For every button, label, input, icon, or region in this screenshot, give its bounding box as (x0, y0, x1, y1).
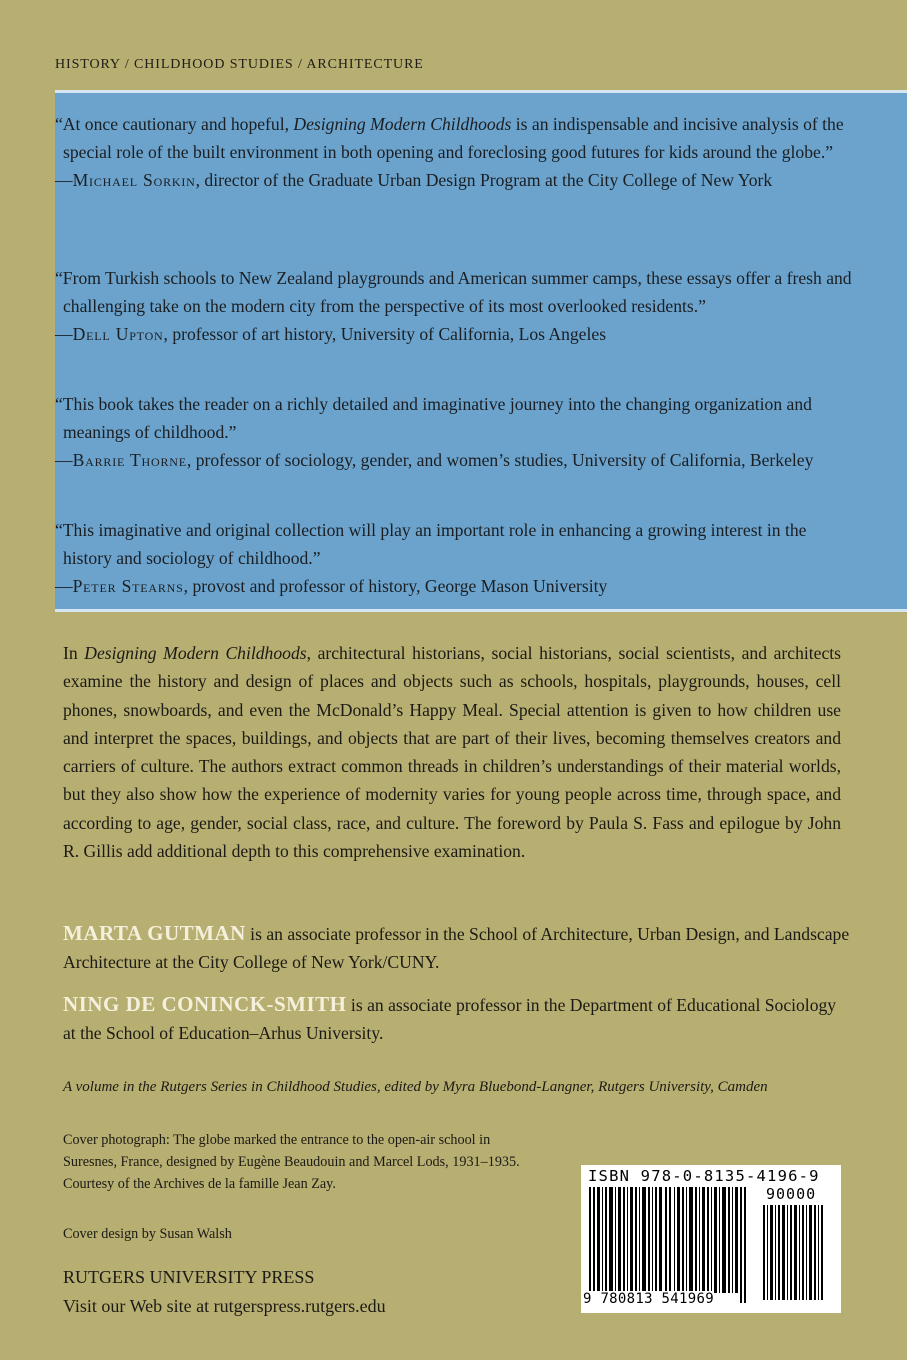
ean-barcode-bars (581, 1187, 757, 1307)
endorser-name: Dell Upton (72, 324, 164, 344)
cover-design-credit: Cover design by Susan Walsh (63, 1226, 232, 1242)
endorser-name: Michael Sorkin (72, 170, 196, 190)
author-name: NING DE CONINCK-SMITH (63, 992, 347, 1016)
author-bio: MARTA GUTMAN is an associate professor in the School of Architecture, Urban Design, and Landscape Architecture at the City College of New York/CUNY. (63, 921, 850, 972)
book-title: Designing Modern Childhoods (84, 643, 307, 663)
ean-digits: 9 780813 541969 (583, 1291, 714, 1307)
quote-text: “This book takes the reader on a richly detailed and imaginative journey into the changing organization and meanings of childhood.” (55, 394, 812, 442)
endorsement-quote (55, 516, 855, 600)
cover-photo-credit: Cover photograph: The globe marked the entrance to the open-air school in Suresnes, France, designed by Eugène Beaudouin and Marcel Lods, 1931–1935. Courtesy of the Archives de la famille Jean Zay. (63, 1132, 520, 1192)
isbn-text: ISBN 978-0-8135-4196-9 (588, 1167, 820, 1185)
publisher-name: RUTGERS UNIVERSITY PRESS (63, 1267, 315, 1287)
author-name: MARTA GUTMAN (63, 921, 246, 945)
isbn-barcode (581, 1165, 841, 1313)
book-description: In Designing Modern Childhoods, architectural historians, social historians, social scientists, and architects examine the history and design of places and objects such as schools, hospitals, playgrounds, houses, cell phones, snowboards, and even the McDonald’s Happy Meal. Special attention is given to how children use and interpret the spaces, buildings, and objects that are part of their lives, becoming themselves creators and carriers of culture. The authors extract common threads in children’s understandings of their material worlds, but they also show how the experience of modernity varies for young people across time, through space, and according to age, gender, social class, race, and culture. The foreword by Paula S. Fass and epilogue by John R. Gillis add additional depth to this comprehensive examination. (63, 643, 841, 862)
quote-text: “At once cautionary and hopeful, Designing Modern Childhoods is an indispensable and incisive analysis of the special role of the built environment in both opening and foreclosing good futures for kids around the globe.” (55, 114, 844, 162)
quote-text: “From Turkish schools to New Zealand playgrounds and American summer camps, these essays offer a fresh and challenging take on the modern city from the perspective of its most overlooked residents.” (55, 268, 852, 316)
author-bio: NING DE CONINCK-SMITH is an associate professor in the Department of Educational Sociology at the School of Education–Arhus University. (63, 992, 837, 1043)
price-code: 90000 (766, 1185, 817, 1203)
category-line: HISTORY / CHILDHOOD STUDIES / ARCHITECTURE (55, 57, 424, 72)
endorsements-panel (55, 90, 907, 612)
endorsement-quote (55, 264, 855, 348)
publisher-website: Visit our Web site at rutgerspress.rutgers.edu (63, 1296, 386, 1316)
quote-text: “This imaginative and original collection will play an important role in enhancing a growing interest in the history and sociology of childhood.” (55, 520, 807, 568)
quote-attribution: —Michael Sorkin, director of the Graduate Urban Design Program at the City College of New York (55, 170, 773, 190)
endorsement-quote (55, 110, 855, 194)
quote-attribution: —Barrie Thorne, professor of sociology, gender, and women’s studies, University of California, Berkeley (55, 450, 814, 470)
book-title: Designing Modern Childhoods (293, 114, 512, 134)
endorser-name: Barrie Thorne (72, 450, 187, 470)
quote-attribution: —Dell Upton, professor of art history, University of California, Los Angeles (55, 324, 607, 344)
publisher-block (63, 1263, 386, 1321)
endorser-name: Peter Stearns (72, 576, 184, 596)
endorsement-quote (55, 390, 855, 474)
series-note: A volume in the Rutgers Series in Childhood Studies, edited by Myra Bluebond-Langner, Rutgers University, Camden (63, 1079, 768, 1095)
quote-attribution: —Peter Stearns, provost and professor of history, George Mason University (55, 576, 608, 596)
addon-barcode-bars (761, 1205, 831, 1305)
